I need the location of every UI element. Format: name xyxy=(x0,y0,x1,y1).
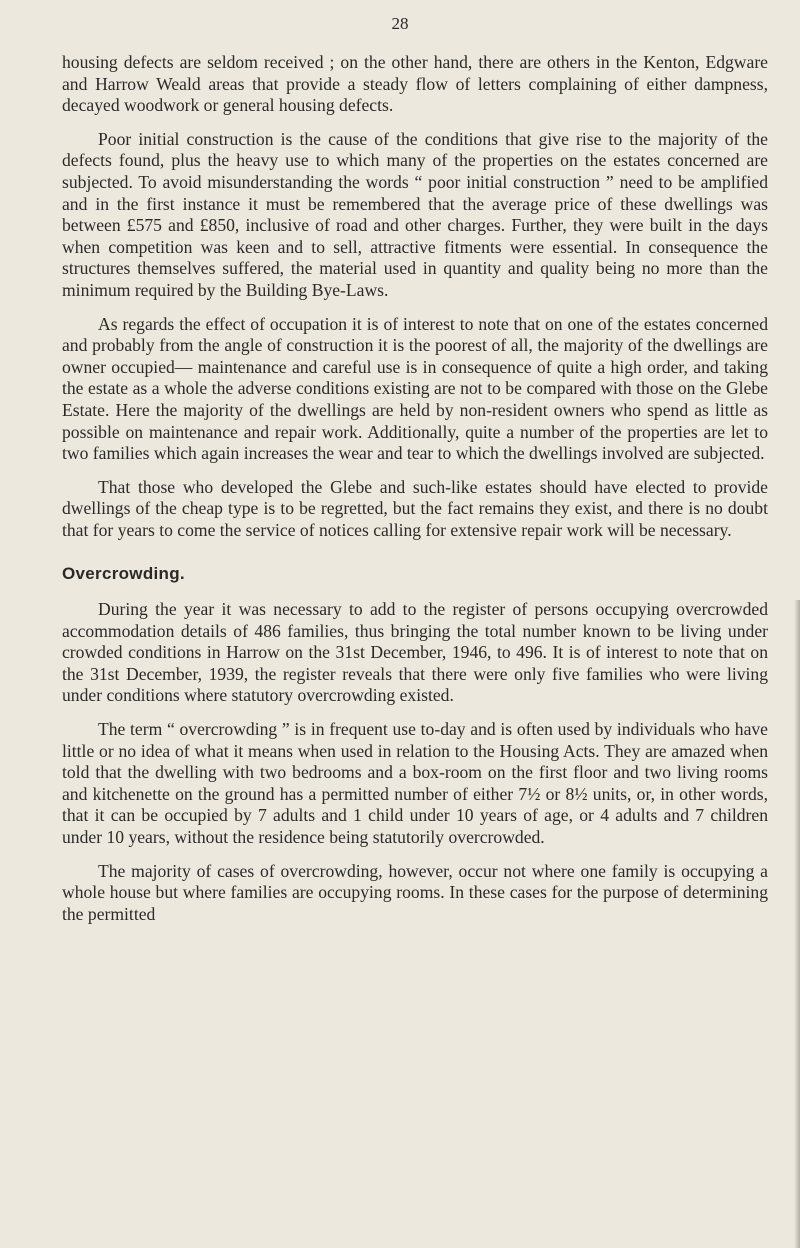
paragraph-housing-defects: housing defects are seldom received ; on the other hand, there are others in the Kenton, Edgware and Harrow Weald areas that provide a steady flow of letters complaining of either dampness, decayed woodwork or general housing defects. xyxy=(62,52,768,116)
paragraph-occupation-effect: As regards the effect of occupation it is of interest to note that on one of the estates concerned and probably from the angle of construction it is the poorest of all, the majority of the dwellings are owner occupied— maintenance and careful use is in consequence of quite a high order, and taking the estate as a whole the adverse conditions existing are not to be compared with those on the Glebe Estate. Here the majority of the dwellings are held by non-resident owners who spend as little as possible on maintenance and repair work. Additionally, quite a number of the properties are let to two families which again increases the wear and tear to which the dwellings involved are subjected. xyxy=(62,313,768,464)
document-body xyxy=(62,52,768,937)
page-number: 28 xyxy=(391,14,409,33)
paragraph-glebe-estates: That those who developed the Glebe and such-like estates should have elected to provide dwellings of the cheap type is to be regretted, but the fact remains they exist, and there is no doubt that for years to come the service of notices calling for extensive repair work will be necessary. xyxy=(62,476,768,540)
paragraph-overcrowding-rooms: The majority of cases of overcrowding, however, occur not where one family is occupying a whole house but where families are occupying rooms. In these cases for the purpose of determining the permitted xyxy=(62,860,768,924)
paragraph-poor-construction: Poor initial construction is the cause of the conditions that give rise to the majority of the defects found, plus the heavy use to which many of the properties on the estates concerned are subjected. To avoid misunderstanding the words “ poor initial construction ” need to be amplified and in the first instance it must be remembered that the average price of these dwellings was between £575 and £850, inclusive of road and other charges. Further, they were built in the days when competition was keen and to sell, attractive fitments were essential. In consequence the structures themselves suffered, the material used in quantity and quality being no more than the minimum required by the Building Bye-Laws. xyxy=(62,128,768,300)
section-heading-overcrowding: Overcrowding. xyxy=(62,564,185,584)
paragraph-overcrowding-term: The term “ overcrowding ” is in frequent use to-day and is often used by individuals who have little or no idea of what it means when used in relation to the Housing Acts. They are amazed when told that the dwelling with two bedrooms and a box-room on the first floor and two living rooms and kitchenette on the ground has a permitted number of either 7½ or 8½ units, or, in other words, that it can be occupied by 7 adults and 1 child under 10 years of age, or 4 adults and 7 children under 10 years, without the residence being statutorily overcrowded. xyxy=(62,719,768,847)
page-edge-shadow xyxy=(794,600,800,1248)
paragraph-overcrowding-register: During the year it was necessary to add to the register of persons occupying overcrowded accommodation details of 486 families, thus bringing the total number known to be living under crowded conditions in Harrow on the 31st December, 1946, to 496. It is of interest to note that on the 31st December, 1939, the register reveals that there were only five families who were living under conditions where statutory overcrowding existed. xyxy=(62,599,768,706)
